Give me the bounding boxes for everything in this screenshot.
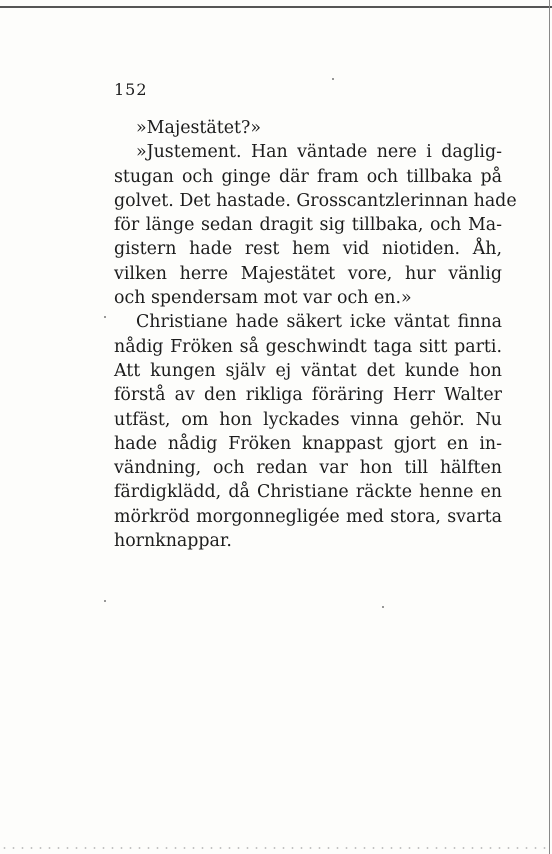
- text-line: och spendersam mot var och en.»: [114, 288, 412, 309]
- text-line: nådig Fröken så geschwindt taga sitt parti.: [114, 336, 502, 357]
- text-line: mörkröd morgonnegligée med stora, svarta: [114, 506, 502, 527]
- text-line: »Justement. Han väntade nere i daglig-: [136, 142, 502, 163]
- text-line: Att kungen själv ej väntat det kunde hon: [114, 360, 502, 381]
- paper-speck: [104, 600, 106, 602]
- text-line: vändning, och redan var hon till hälften: [114, 458, 502, 479]
- text-line: golvet. Det hastade. Grosscantzlerinnan hade: [114, 190, 517, 211]
- text-line: Christiane hade säkert icke väntat finna: [136, 312, 502, 333]
- text-line: gistern hade rest hem vid niotiden. Åh,: [114, 239, 502, 260]
- paper-speck: [382, 606, 384, 608]
- right-edge-rule: [549, 0, 550, 854]
- text-line: hade nådig Fröken knappast gjort en in-: [114, 433, 502, 454]
- text-line: hornknappar.: [114, 531, 232, 552]
- body-text: [114, 116, 517, 553]
- top-edge-rule: [0, 6, 552, 8]
- page-number: 152: [114, 80, 148, 99]
- text-line: utfäst, om hon lyckades vinna gehör. Nu: [114, 409, 502, 430]
- text-line: för länge sedan dragit sig tillbaka, och Ma-: [114, 215, 502, 236]
- bottom-edge-marks: [0, 846, 552, 850]
- paper-speck: [104, 316, 106, 318]
- text-line: färdigklädd, då Christiane räckte henne en: [114, 482, 502, 503]
- text-line: »Majestätet?»: [136, 118, 262, 138]
- text-line: stugan och ginge där fram och tillbaka på: [114, 166, 502, 187]
- text-line: vilken herre Majestätet vore, hur vänlig: [114, 263, 502, 284]
- paper-speck: [332, 78, 334, 80]
- text-line: förstå av den rikliga föräring Herr Walter: [114, 385, 502, 406]
